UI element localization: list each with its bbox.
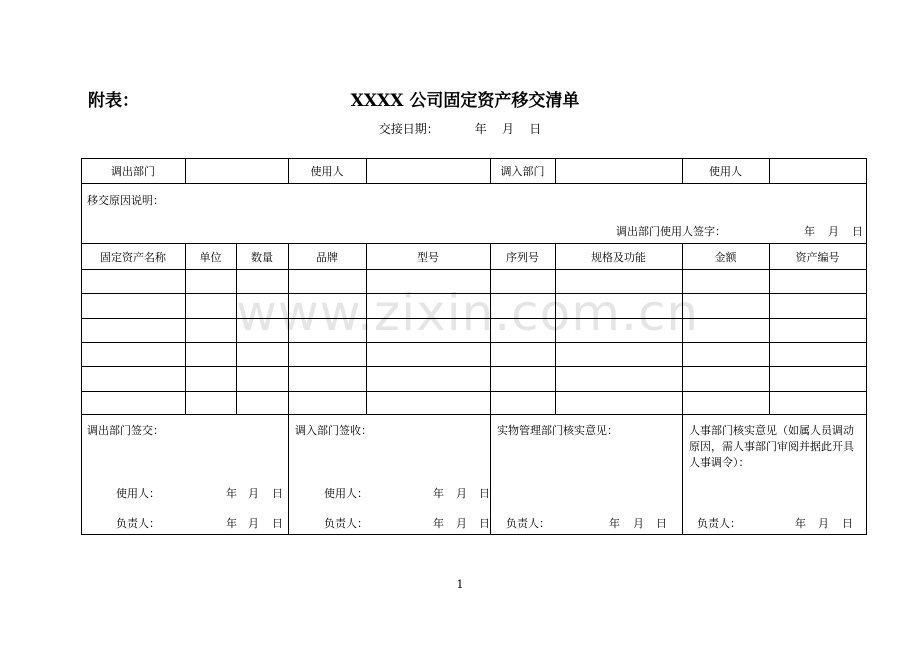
col-header-serial: 序列号 xyxy=(506,250,539,264)
in-user-month: 月 xyxy=(456,487,467,500)
in-resp-day: 日 xyxy=(479,517,490,530)
out-resp-day: 日 xyxy=(272,517,283,530)
in-user-year: 年 xyxy=(433,487,444,500)
col-header-amount: 金额 xyxy=(714,250,737,264)
out-user-day: 日 xyxy=(272,487,283,500)
user-label: 使用人 xyxy=(310,165,344,178)
handover-day: 日 xyxy=(529,122,542,136)
out-user-label: 使用人： xyxy=(116,487,160,500)
out-user-year: 年 xyxy=(226,487,237,500)
hr-opinion-line1: 人事部门核实意见（如属人员调动 xyxy=(689,424,854,437)
user-label: 使用人 xyxy=(709,165,742,178)
page-number: 1 xyxy=(456,578,464,591)
out-resp-year: 年 xyxy=(226,517,237,530)
asset-resp-month: 月 xyxy=(633,517,644,530)
sign-month: 月 xyxy=(828,225,839,238)
hr-opinion-line3: 人事调令）： xyxy=(689,456,750,469)
out-dept-label: 调出部门 xyxy=(111,165,155,178)
handover-year: 年 xyxy=(474,122,487,136)
hr-responsible-label: 负责人： xyxy=(697,517,741,530)
border-line xyxy=(81,269,867,270)
hr-resp-year: 年 xyxy=(795,517,806,530)
document-title: XXXX 公司固定资产移交清单 xyxy=(350,91,580,111)
in-user-label: 使用人： xyxy=(324,487,368,500)
out-user-sign-label: 调出部门使用人签字： xyxy=(616,225,726,238)
col-header-brand: 品牌 xyxy=(316,250,338,264)
col-header-asset-name: 固定资产名称 xyxy=(100,250,166,264)
in-resp-month: 月 xyxy=(456,517,467,530)
sign-day: 日 xyxy=(852,225,863,238)
border-line xyxy=(81,158,82,535)
in-user-day: 日 xyxy=(479,487,490,500)
user-field[interactable] xyxy=(367,158,490,184)
in-dept-label: 调入部门 xyxy=(500,165,545,178)
out-resp-month: 月 xyxy=(248,517,259,530)
border-line xyxy=(81,414,867,415)
asset-mgmt-opinion-label: 实物管理部门核实意见： xyxy=(497,424,618,437)
user-field[interactable] xyxy=(770,158,866,184)
col-header-model: 型号 xyxy=(417,250,439,264)
out-responsible-label: 负责人： xyxy=(116,517,160,530)
col-header-spec: 规格及功能 xyxy=(591,250,646,264)
border-line xyxy=(81,342,867,343)
sign-year: 年 xyxy=(804,225,815,238)
handover-date-label: 交接日期： xyxy=(378,122,439,136)
border-line xyxy=(81,391,867,392)
out-dept-sign-label: 调出部门签交： xyxy=(87,424,164,437)
asset-responsible-label: 负责人： xyxy=(506,517,550,530)
col-header-unit: 单位 xyxy=(199,250,222,264)
hr-opinion-line2: 原因，需人事部门审阅并据此开具 xyxy=(689,440,854,453)
handover-date xyxy=(0,120,920,137)
in-responsible-label: 负责人： xyxy=(324,517,368,530)
border-line xyxy=(81,366,867,367)
watermark: www.zixin.com.cn xyxy=(236,284,700,342)
asset-transfer-form xyxy=(81,158,867,535)
border-line xyxy=(866,158,867,535)
asset-resp-day: 日 xyxy=(656,517,667,530)
out-user-month: 月 xyxy=(248,487,259,500)
transfer-reason-label: 移交原因说明： xyxy=(87,194,164,207)
in-dept-field[interactable] xyxy=(556,158,682,184)
col-header-quantity: 数量 xyxy=(251,250,273,264)
border-line xyxy=(81,534,867,535)
col-header-asset-id: 资产编号 xyxy=(795,250,840,264)
hr-resp-month: 月 xyxy=(818,517,829,530)
hr-resp-day: 日 xyxy=(842,517,853,530)
handover-month: 月 xyxy=(502,122,515,136)
in-resp-year: 年 xyxy=(433,517,444,530)
out-dept-field[interactable] xyxy=(186,158,288,184)
appendix-label: 附表： xyxy=(88,91,139,111)
asset-resp-year: 年 xyxy=(609,517,620,530)
in-dept-sign-label: 调入部门签收： xyxy=(295,424,372,437)
